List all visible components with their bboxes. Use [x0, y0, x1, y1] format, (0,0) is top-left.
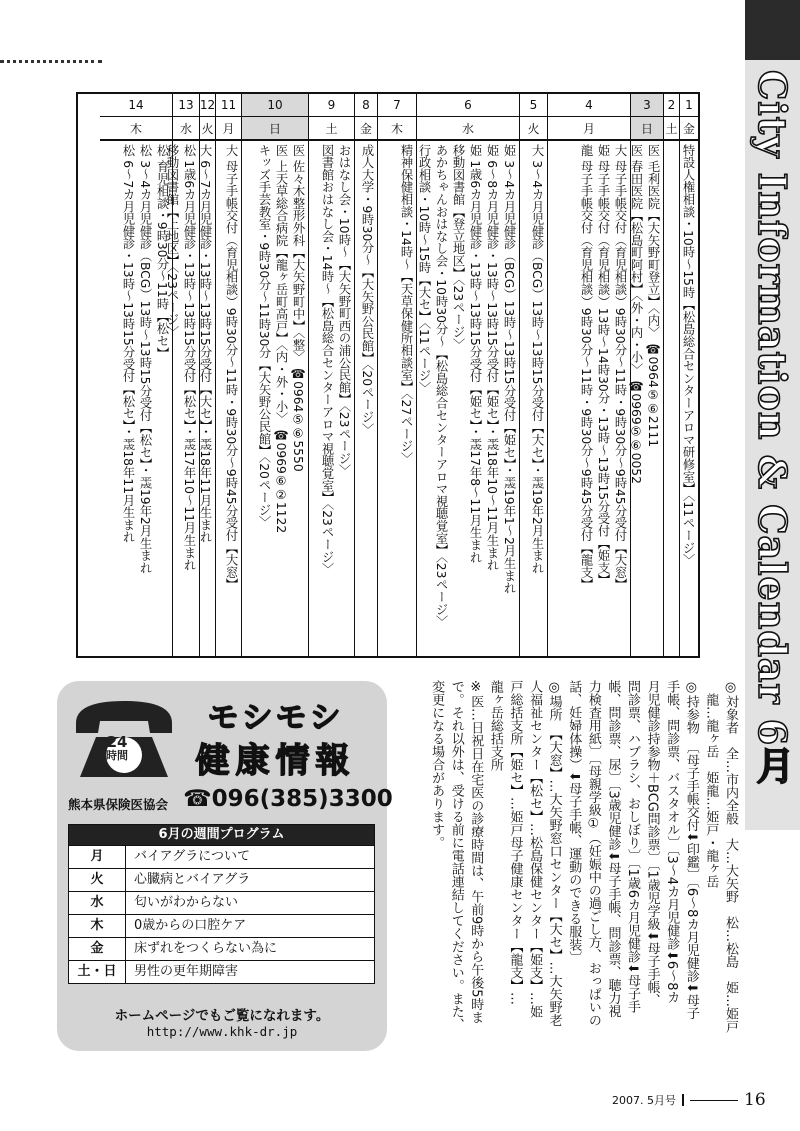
day-number: 8 [355, 94, 377, 117]
calendar-day-11 [215, 94, 241, 656]
section-banner [745, 0, 800, 830]
program-row [69, 937, 374, 960]
calendar-event: 大 3〜4カ月児健診（BCG）13時〜13時15分受付【大セ】・㍻19年2月生まれ [530, 144, 544, 574]
weekday: 水 [417, 117, 519, 141]
program-row [69, 891, 374, 914]
calendar-day-4 [547, 94, 630, 656]
program-row [69, 845, 374, 868]
calendar-day-1 [679, 94, 698, 656]
homepage-note: ホームページでもご覧になれます。 [114, 1008, 330, 1024]
program-topic: 男性の更年期障害 [134, 964, 239, 979]
notes-block [405, 680, 740, 1033]
calendar-event: あかちゃんおはなし会・10時30分〜【松島総合センターアロマ視聴覚室】〈23ページ〉 [434, 144, 448, 628]
program-topic: 床ずれをつくらない為に [134, 941, 278, 956]
calendar-event: 医 上天草総合病院【龍ヶ岳町高戸】〈内・外・小〉 ☎0969⑥②1122 [274, 144, 288, 534]
note-line: 人福祉センター【松セ】…松島保健センター【姫支】…姫 [527, 680, 543, 1018]
calendar-day-14 [100, 94, 172, 656]
health-subtitle: 健康情報 [195, 741, 356, 781]
program-day: 月 [69, 846, 126, 868]
weekday: 水 [173, 117, 199, 141]
day-number: 5 [520, 94, 547, 117]
day-number: 12 [200, 94, 215, 117]
page-footer [612, 1090, 766, 1110]
program-row [69, 960, 374, 983]
day-number: 6 [417, 94, 519, 117]
organization-name: 熊本県保険医協会 [68, 797, 169, 812]
day-number: 7 [378, 94, 416, 117]
calendar-day-12 [199, 94, 215, 656]
calendar-event: 医 毛利医院【大矢野町登立】〈内〉 ☎0964⑤⑥2111 [646, 144, 660, 448]
weekday: 日 [242, 117, 308, 141]
program-topic: 心臓病とバイアグラ [134, 872, 251, 887]
calendar-event: 移動図書館【登立地区】〈23ページ〉 [451, 144, 465, 351]
calendar-event: 精神保健相談・14時〜【天草保健所相談室】〈27ページ〉 [399, 144, 413, 465]
day-number: 2 [664, 94, 679, 117]
program-topic: バイアグラについて [134, 849, 250, 864]
banner-title: City Information & Calendar 6月 [750, 70, 795, 786]
weekday: 金 [355, 117, 377, 141]
program-day: 木 [69, 915, 126, 937]
calendar-event: 松 6〜7カ月児健診・13時〜13時15分受付【松セ】・㍻18年11月生まれ [121, 144, 135, 544]
calendar-event: 大 母子手帳交付（育児相談）9時30分〜11時・9時30分〜9時45分受付【大窓】 [613, 144, 627, 591]
calendar-day-8 [354, 94, 377, 656]
program-day: 金 [69, 938, 126, 960]
calendar-day-3 [630, 94, 663, 656]
calendar-event: 姫 6〜8カ月児健診・13時〜13時15分受付【姫セ】・㍻18年10〜11月生まれ [485, 144, 499, 572]
program-row [69, 868, 374, 891]
weekday: 日 [631, 117, 663, 141]
note-line: 話、妊婦体操）⬇母子手帳、運動のできる服装〕 [566, 680, 582, 964]
note-line: 月児健診持参物＋BCG問診票〕〔1歳児学級⬇母子手帳、 [644, 680, 660, 1007]
day-number: 3 [631, 94, 663, 117]
issue-label: 2007. 5月号 [612, 1094, 676, 1107]
health-title: モシモシ [207, 700, 344, 736]
calendar-event: 大 母子手帳交付（育児相談）9時30分〜11時・9時30分〜9時45分受付【大窓】 [224, 144, 238, 591]
calendar-event: 龍 母子手帳交付（育児相談）9時30分〜11時・9時30分〜9時45分受付【龍支】 [579, 144, 593, 591]
calendar-day-7 [377, 94, 416, 656]
calendar-event: 姫 3〜4カ月児健診（BCG）13時〜13時15分受付【姫セ】・㍻19年1〜2月生まれ [502, 144, 516, 595]
calendar-event: 姫 母子手帳交付（育児相談）13時〜14時30分・13時〜13時15分受付【姫支】 [596, 144, 610, 587]
note-line: 龍ヶ岳総括支所 [487, 680, 503, 771]
page-number: 16 [744, 1090, 766, 1110]
calendar-event: 特設人権相談・10時〜15時【松島総合センターアロマ研修室】〈11ページ〉 [681, 144, 695, 567]
program-topic: 0歳からの口腔ケア [134, 918, 247, 933]
calendar-event: 行政相談・10時〜15時【大セ】〈11ページ〉 [417, 144, 431, 394]
weekday: 土 [664, 117, 679, 141]
weekday: 月 [216, 117, 241, 141]
note-line: ◎持参物 〔母子手帳交付⬇印鑑〕〔6〜8カ月児健診⬇母子 [683, 680, 699, 1020]
hours-badge: 24 時間 [106, 733, 128, 762]
homepage-url[interactable]: http://www.khk-dr.jp [146, 1024, 298, 1039]
note-line: 変更になる場合があります。 [429, 680, 445, 849]
program-day: 土・日 [69, 961, 126, 983]
calendar-event: 医 佐々木整形外科【大矢野町中】〈整〉 ☎0964⑤⑥5550 [291, 144, 305, 472]
day-number: 14 [100, 94, 172, 117]
weekday: 木 [378, 117, 416, 141]
calendar-event: 医 春田医院【松島町阿村】〈外・内・小〉 ☎0969⑤⑥0052 [629, 144, 643, 484]
weekday: 火 [520, 117, 547, 141]
program-day: 火 [69, 869, 126, 891]
calendar-event: キッズ手芸教室・9時30分〜11時30分【大矢野公民館】〈20ページ〉 [257, 144, 271, 529]
day-number: 1 [680, 94, 698, 117]
calendar-event: 松 育児相談・9時30分〜11時【松セ】 [155, 144, 169, 360]
note-line: 手帳、問診票、バスタオル〕〔3〜4カ月児健診⬇6〜8カ [664, 680, 680, 1004]
calendar-event: 成人大学・9時30分〜【大矢野公民館】〈20ページ〉 [360, 144, 374, 436]
program-day: 水 [69, 892, 126, 914]
program-title: 6月の週間プログラム [69, 825, 374, 845]
day-number: 9 [309, 94, 354, 117]
note-line: で。それ以外は、受ける前に電話連結してください。また、 [448, 680, 464, 1031]
calendar-day-5 [519, 94, 547, 656]
calendar-day-10 [241, 94, 308, 656]
calendar-event: 移動図書館【上地区】〈23ページ〉 [165, 144, 179, 338]
calendar-day-2 [663, 94, 679, 656]
day-number: 10 [242, 94, 308, 117]
day-number: 13 [173, 94, 199, 117]
calendar-event: 図書館おはなし会・14時〜【松島総合センターアロマ視聴覚室】〈23ページ〉 [320, 144, 334, 576]
note-line: ◎対象者 全…市内全般 大…大矢野 松…松島 姫…姫戸 [723, 680, 738, 1033]
program-row [69, 914, 374, 937]
calendar-event: 松 3〜4カ月児健診（BCG）13時〜13時15分受付【松セ】・㍻19年2月生まれ [138, 144, 152, 574]
calendar-day-6 [416, 94, 519, 656]
calendar-day-13 [165, 94, 199, 656]
calendar-event: 大 6〜7カ月児健診・13時〜13時15分受付【大セ】・㍻18年11月生まれ [198, 144, 212, 544]
dotted-rule [0, 60, 102, 63]
weekday: 火 [200, 117, 215, 141]
note-line: ◎場所 【大窓】…大矢野窓口センター【大セ】…大矢野老 [546, 680, 562, 1027]
calendar-day-9 [308, 94, 354, 656]
note-line: 龍…龍ヶ岳 姫龍…姫戸・龍ヶ岳 [703, 680, 719, 888]
program-topic: 匂いがわからない [134, 895, 239, 910]
note-line: 帳、問診票、尿〕〔3歳児健診⬇母子手帳、問診票、聴力視 [605, 680, 621, 1018]
note-line: ※医…日祝日在宅医の診療時間は、午前9時から午後5時ま [468, 680, 484, 1024]
weekday: 木 [100, 117, 172, 141]
weekday: 金 [680, 117, 698, 141]
day-number: 11 [216, 94, 241, 117]
weekly-program-table [68, 824, 375, 984]
weekday: 土 [309, 117, 354, 141]
note-line: 力検査用紙〕〔母親学級①（妊娠中の過ごし方、おっぱいの [585, 680, 601, 1027]
note-line: 戸総括支所【姫セ】…姫戸母子健康センター【龍支】… [507, 680, 523, 1005]
calendar-table [76, 92, 700, 658]
note-line: 問診票、ハブラシ、おしぼり〕〔1歳6カ月児健診⬇母子手 [625, 680, 641, 1013]
phone-number: ☎096(385)3300 [183, 786, 393, 812]
calendar-event: 姫 1歳6カ月児健診・13時〜13時15分受付【姫セ】・㍻17年8〜11月生まれ [468, 144, 482, 564]
weekday: 月 [548, 117, 630, 141]
calendar-event: 松 1歳6カ月児健診・13時〜13時15分受付【松セ】・㍻17年10〜11月生まれ [182, 144, 196, 572]
day-number: 4 [548, 94, 630, 117]
calendar-event: おはなし会・10時〜【大矢野町西の浦公民館】〈23ページ〉 [337, 144, 351, 477]
